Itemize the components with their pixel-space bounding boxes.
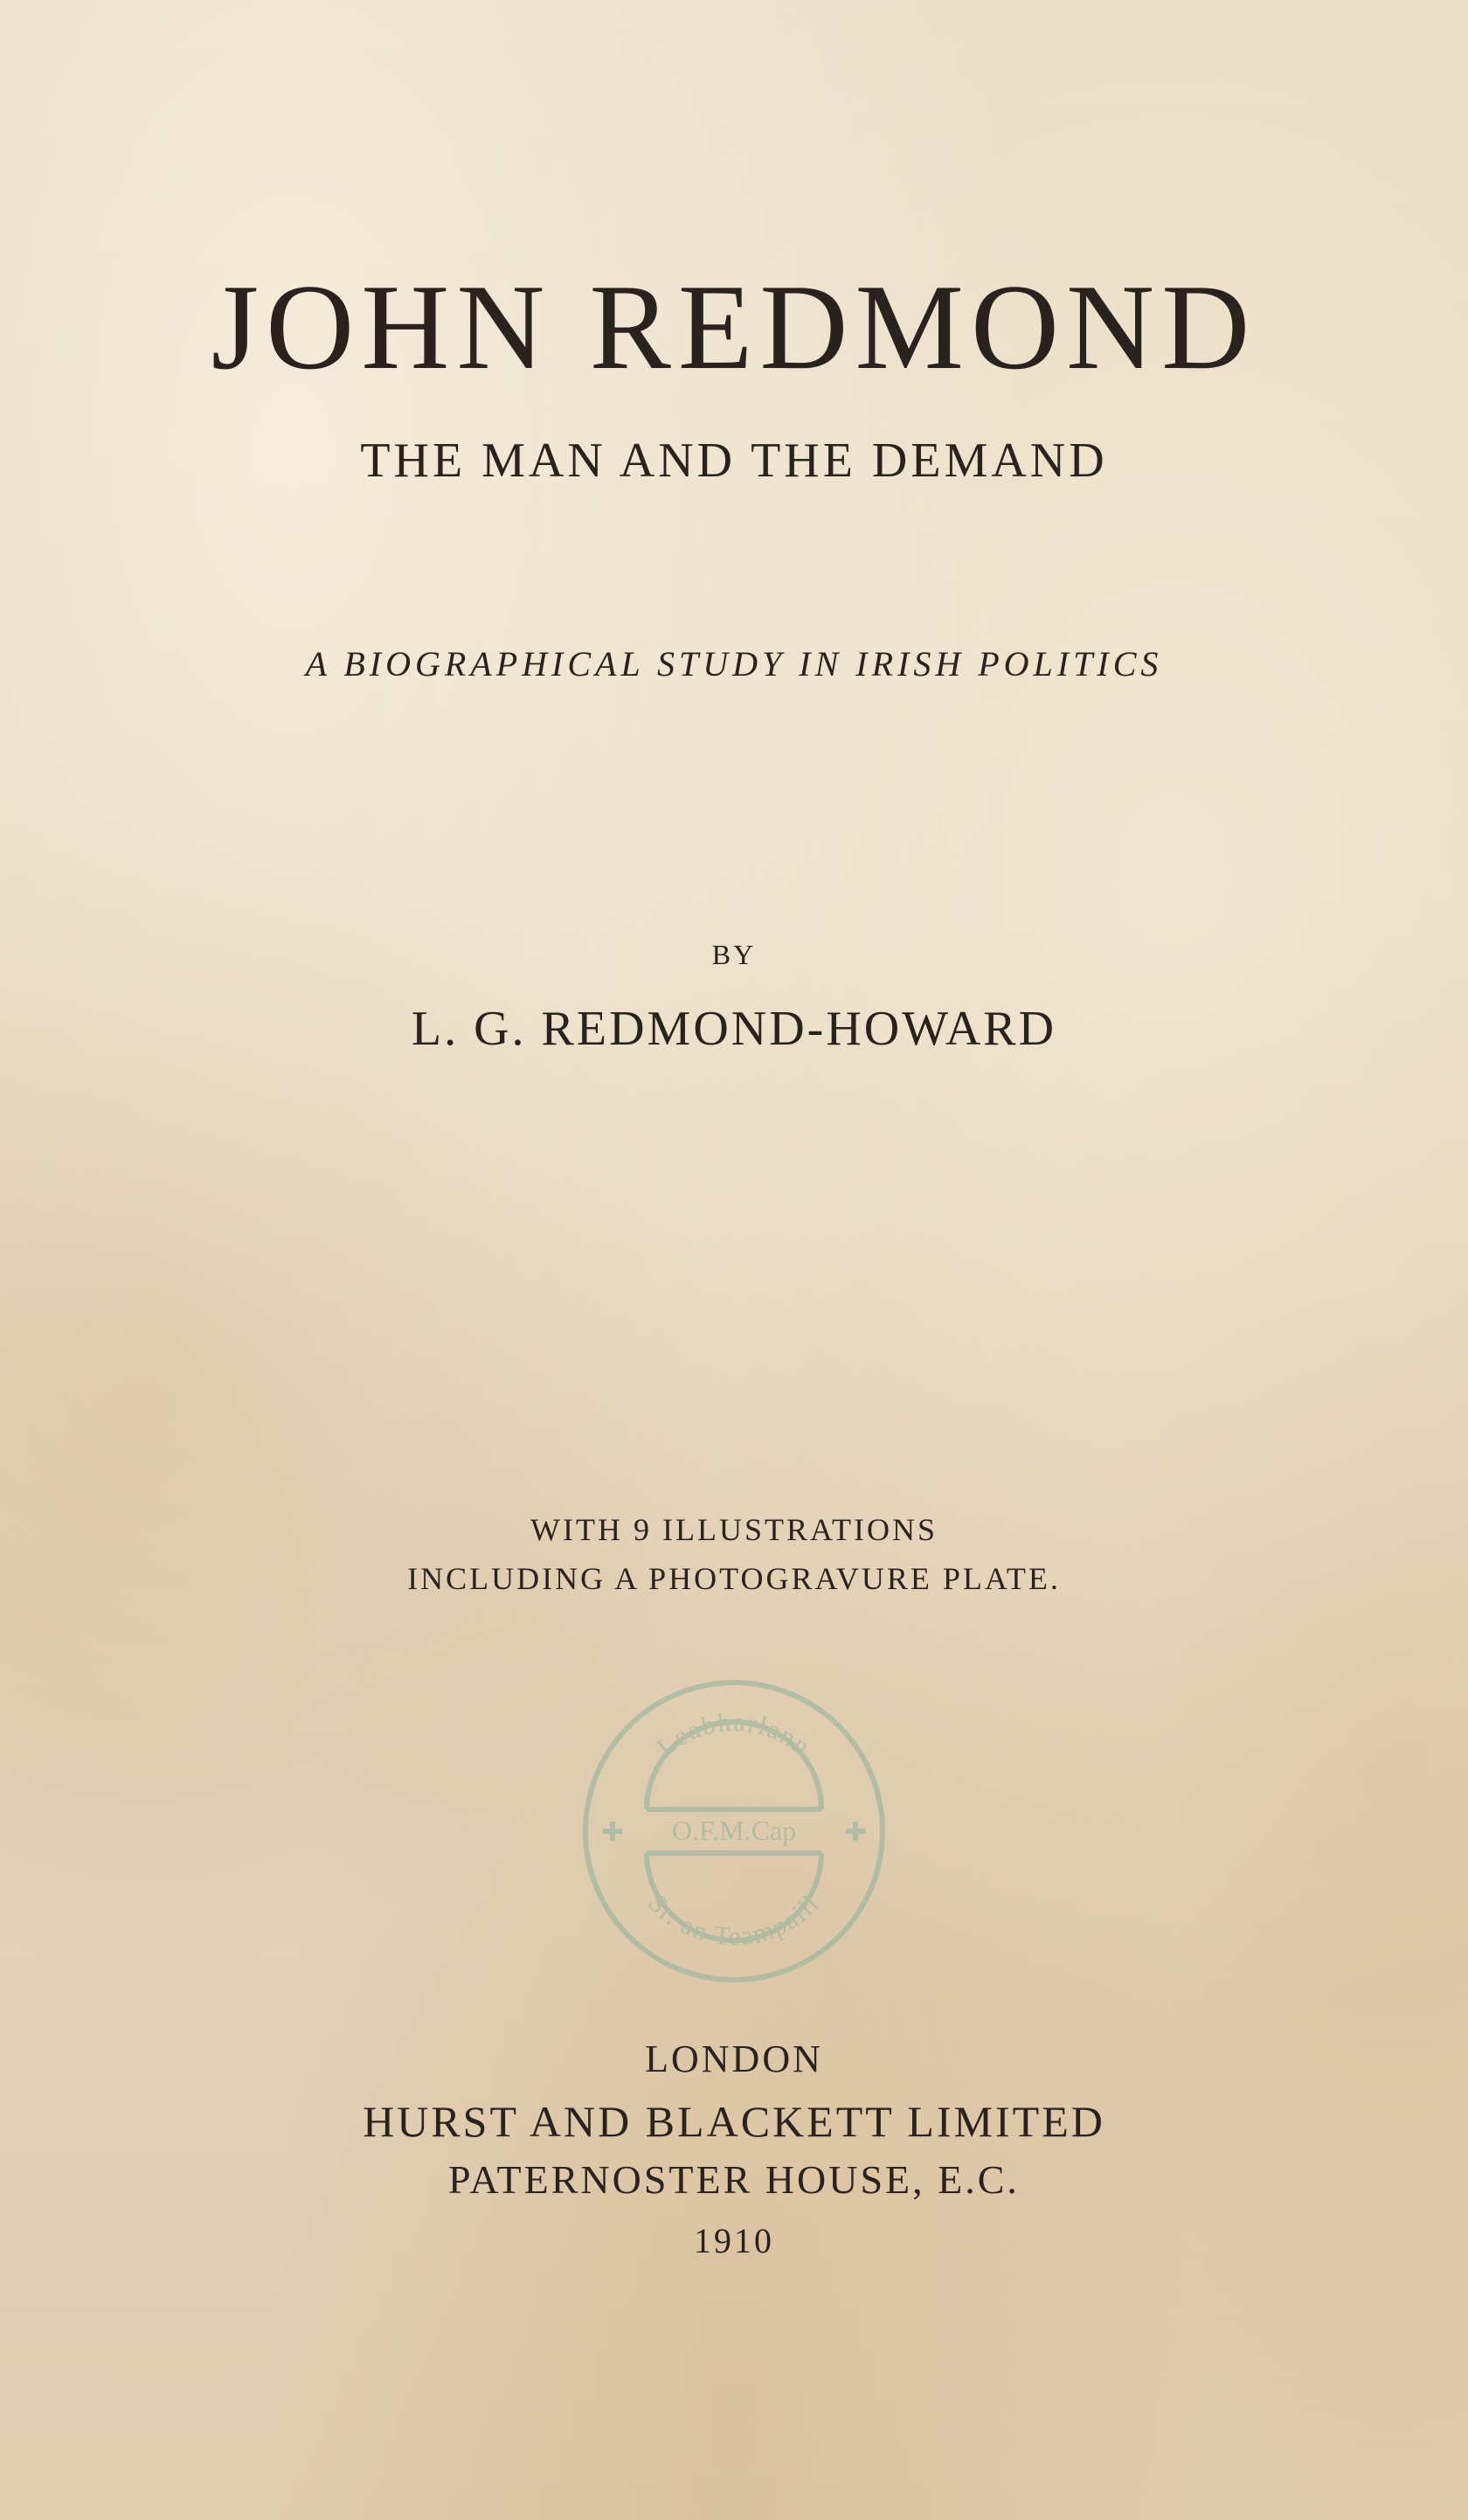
illustrations-note-line-1: WITH 9 ILLUSTRATIONS [530,1512,938,1547]
author-name: L. G. REDMOND-HOWARD [411,1002,1057,1056]
imprint-city: LONDON [645,2038,823,2080]
imprint-address: PATERNOSTER HOUSE, E.C. [448,2157,1020,2202]
imprint-year: 1910 [694,2221,774,2260]
stamp-top-text: Leabharlann [651,1707,817,1762]
byline-by: BY [711,939,757,970]
book-tagline: A BIOGRAPHICAL STUDY IN IRISH POLITICS [305,644,1163,684]
illustrations-note-line-2: INCLUDING A PHOTOGRAVURE PLATE. [407,1561,1061,1596]
imprint-publisher: HURST AND BLACKETT LIMITED [363,2097,1105,2146]
book-title: JOHN REDMOND [211,260,1257,395]
library-stamp [568,1665,900,1997]
book-subtitle: THE MAN AND THE DEMAND [360,434,1108,488]
stamp-center-text: O.F.M.Cap [671,1815,797,1846]
stamp-bottom-text: Sr. an Teampaill [642,1888,826,1952]
